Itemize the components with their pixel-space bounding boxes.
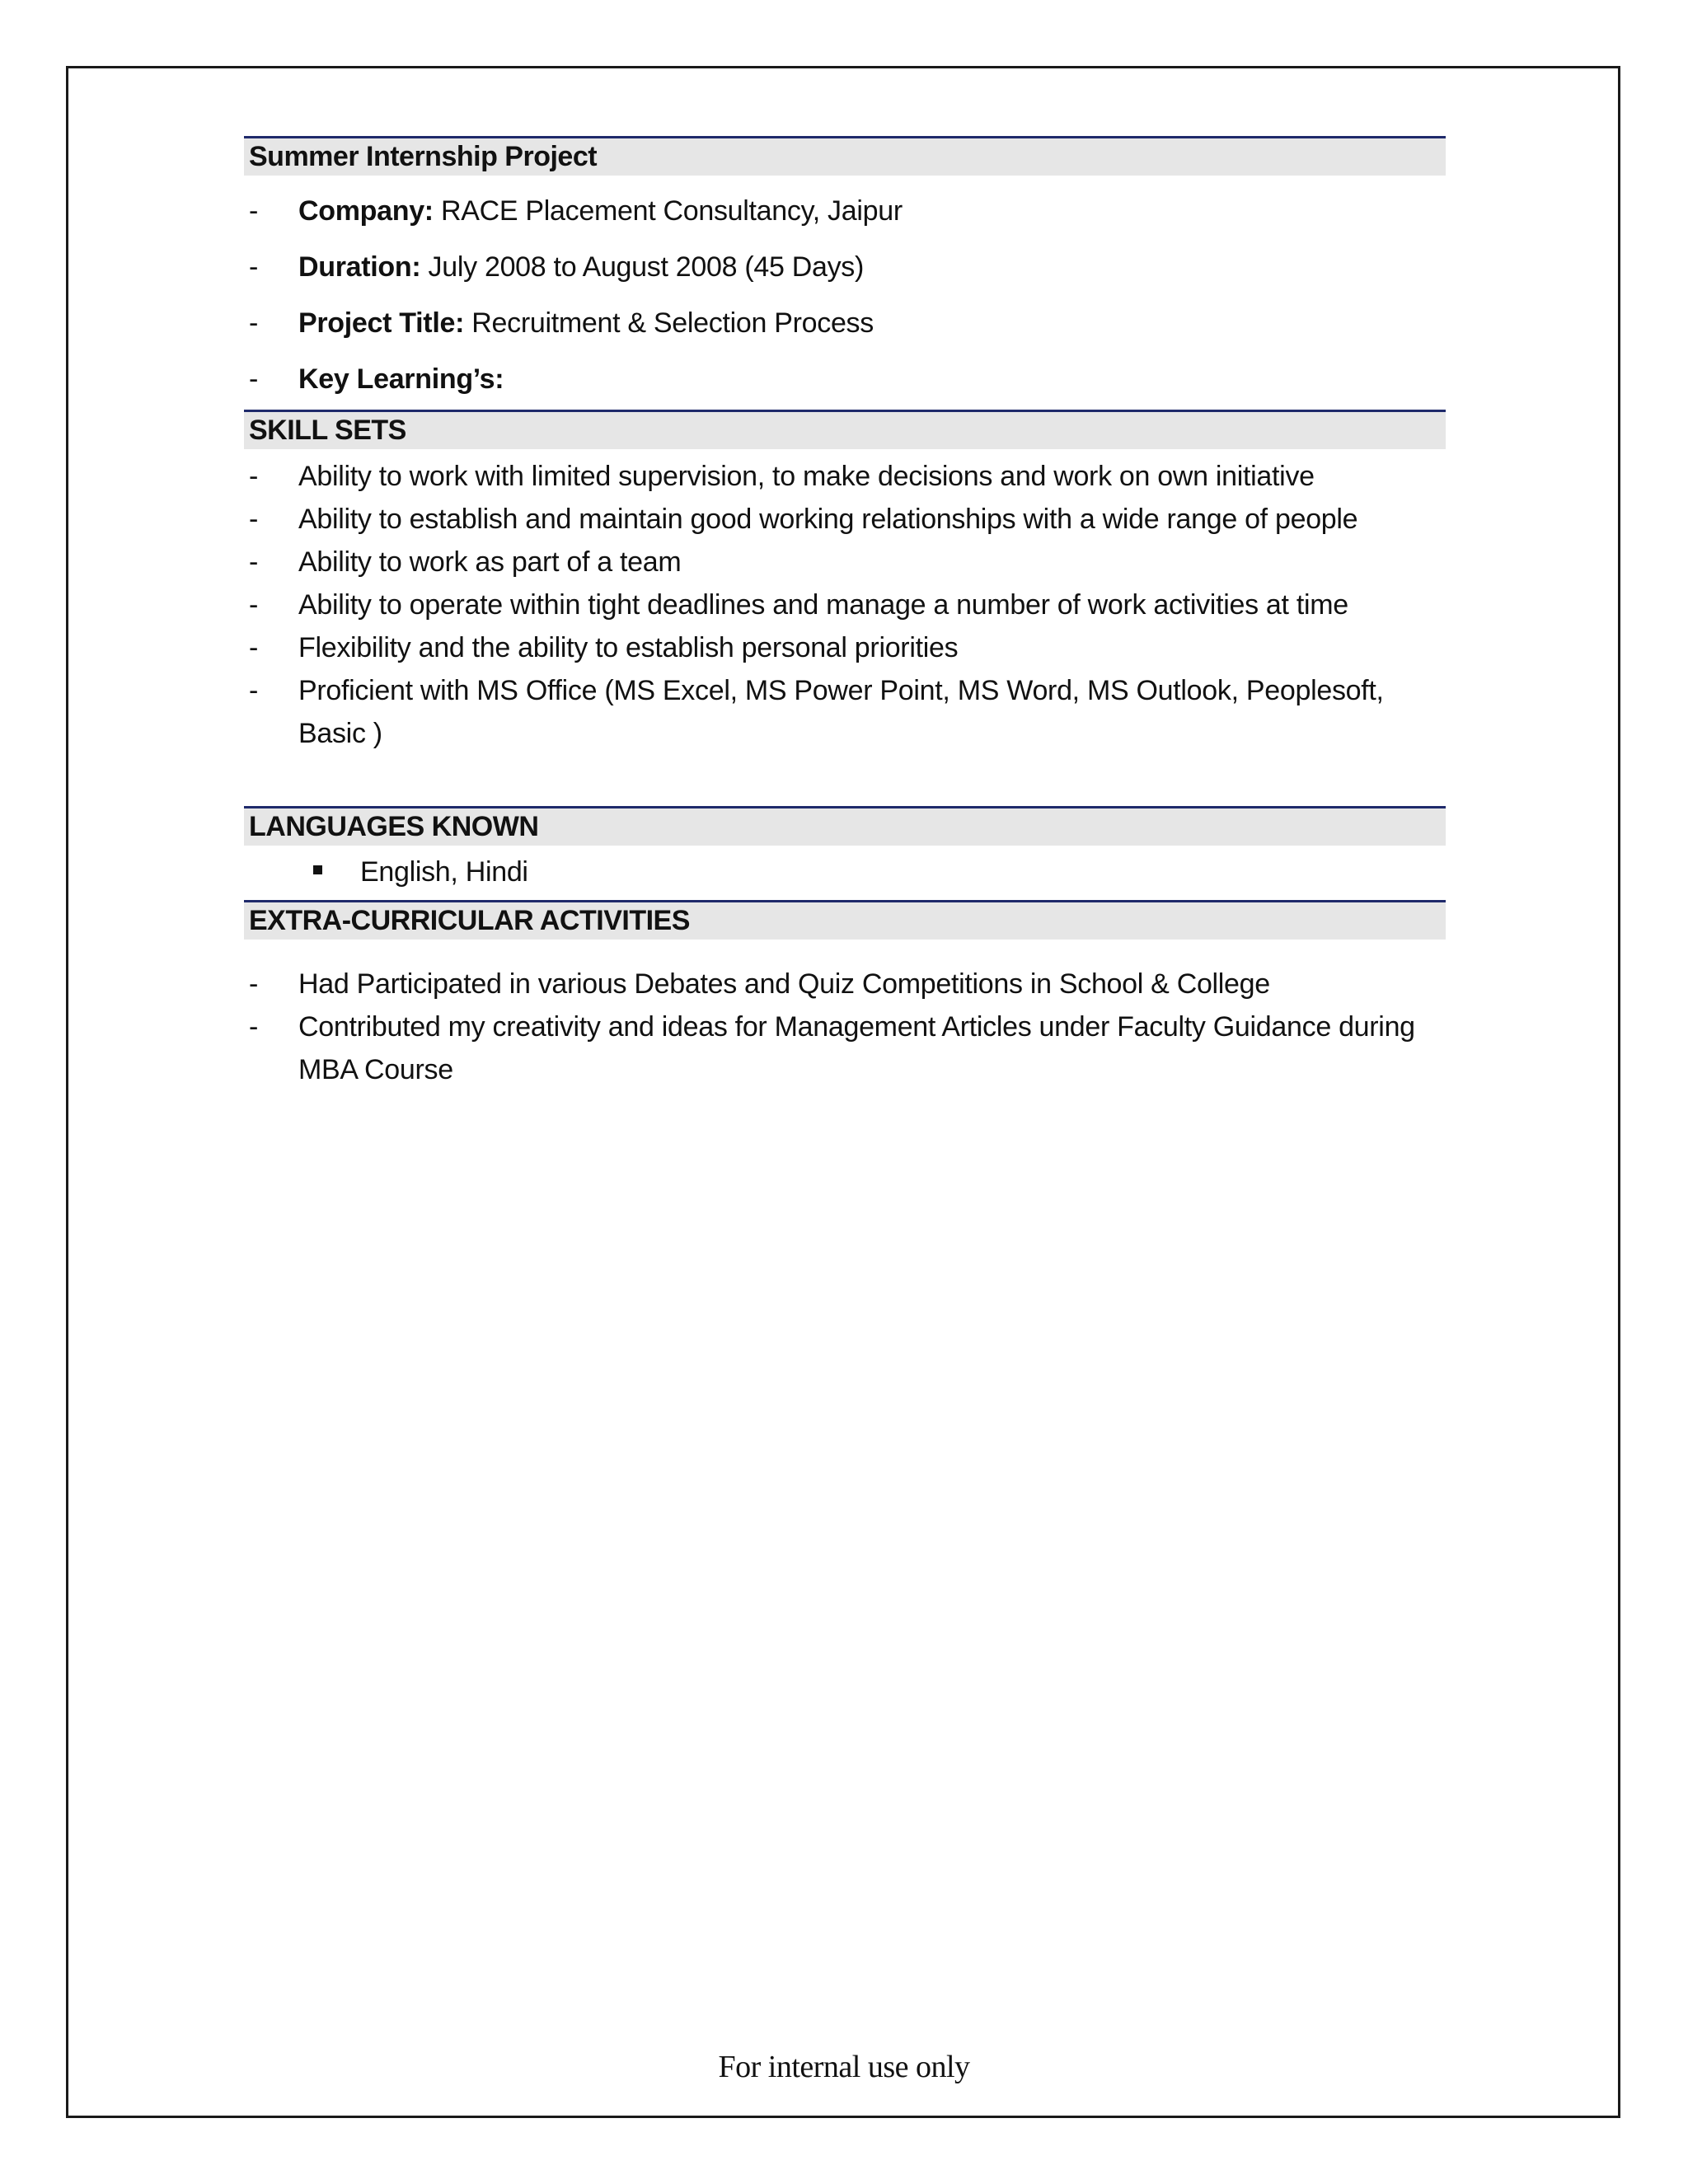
list-item — [244, 626, 1446, 669]
company-label: Company: — [298, 195, 434, 227]
list-item — [244, 583, 1446, 626]
dash-bullet: - — [249, 461, 259, 492]
footer-note: For internal use only — [718, 2050, 970, 2084]
dash-bullet: - — [249, 546, 259, 578]
dash-bullet: - — [249, 675, 259, 706]
list-item — [244, 183, 1446, 239]
list-item — [244, 1005, 1446, 1091]
company-value: RACE Placement Consultancy, Jaipur — [433, 195, 903, 227]
resume-content — [244, 136, 1446, 1091]
internship-heading: Summer Internship Project — [244, 136, 1446, 176]
list-item — [244, 541, 1446, 583]
skill-text: Ability to establish and maintain good working relationships with a wide range of people — [298, 504, 1358, 535]
skill-text: Flexibility and the ability to establish personal priorities — [298, 632, 959, 663]
list-item — [244, 351, 1446, 407]
dash-bullet: - — [249, 195, 259, 227]
skills-heading: SKILL SETS — [244, 410, 1446, 449]
activities-heading: EXTRA-CURRICULAR ACTIVITIES — [244, 900, 1446, 940]
list-item — [244, 963, 1446, 1005]
activity-text: Contributed my creativity and ideas for Management Articles under Faculty Guidance during MBA Course — [298, 1011, 1415, 1085]
skill-text: Proficient with MS Office (MS Excel, MS Power Point, MS Word, MS Outlook, Peoplesoft, Basic ) — [298, 675, 1384, 749]
dash-bullet: - — [249, 968, 259, 1000]
list-item — [244, 669, 1446, 755]
list-item — [244, 455, 1446, 498]
list-item — [244, 837, 1446, 907]
square-bullet-icon — [313, 865, 322, 874]
list-item — [244, 239, 1446, 295]
project-title-value: Recruitment & Selection Process — [464, 307, 874, 339]
language-text: English, Hindi — [360, 856, 528, 888]
languages-heading: LANGUAGES KNOWN — [244, 806, 1446, 846]
key-learnings-label: Key Learning’s: — [298, 363, 504, 395]
skill-text: Ability to work with limited supervision, to make decisions and work on own initiative — [298, 461, 1315, 492]
dash-bullet: - — [249, 251, 259, 283]
internship-list — [244, 183, 1446, 407]
skill-text: Ability to operate within tight deadlines and manage a number of work activities at time — [298, 589, 1348, 621]
dash-bullet: - — [249, 1011, 259, 1043]
skill-text: Ability to work as part of a team — [298, 546, 682, 578]
skills-list — [244, 455, 1446, 755]
dash-bullet: - — [249, 307, 259, 339]
dash-bullet: - — [249, 632, 259, 663]
languages-list — [244, 837, 1446, 907]
duration-label: Duration: — [298, 251, 421, 283]
dash-bullet: - — [249, 504, 259, 535]
dash-bullet: - — [249, 363, 259, 395]
activity-text: Had Participated in various Debates and Quiz Competitions in School & College — [298, 968, 1270, 1000]
activities-list — [244, 963, 1446, 1091]
duration-value: July 2008 to August 2008 (45 Days) — [420, 251, 865, 283]
list-item — [244, 498, 1446, 541]
project-title-label: Project Title: — [298, 307, 465, 339]
list-item — [244, 295, 1446, 351]
dash-bullet: - — [249, 589, 259, 621]
